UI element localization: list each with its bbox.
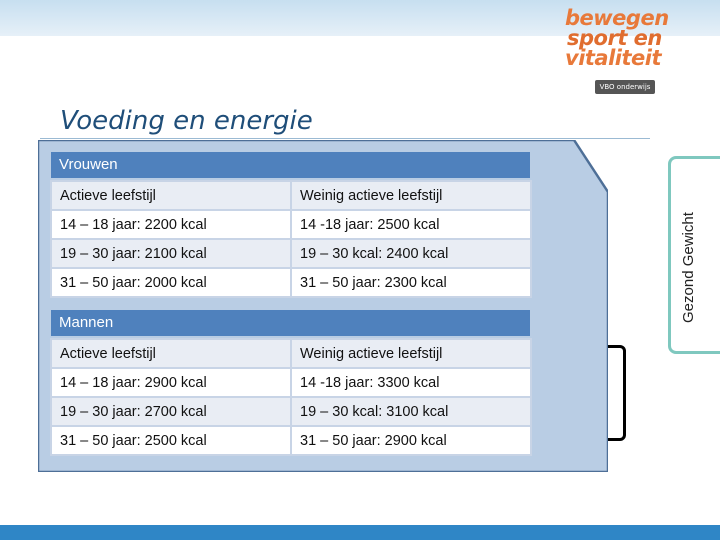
table-row	[51, 426, 531, 455]
table-cell: 31 – 50 jaar: 2500 kcal	[51, 426, 291, 455]
logo-line-3: vitaliteit	[565, 46, 662, 70]
table-row	[51, 210, 531, 239]
logo-line-2: sport en	[567, 26, 662, 50]
section-header-mannen: Mannen	[51, 310, 530, 336]
title-divider	[40, 138, 650, 139]
table-cell: 14 -18 jaar: 2500 kcal	[291, 210, 531, 239]
page-title: Voeding en energie	[60, 106, 313, 136]
table-cell: 14 – 18 jaar: 2900 kcal	[51, 368, 291, 397]
table-row	[51, 368, 531, 397]
section-header-vrouwen: Vrouwen	[51, 152, 530, 178]
vrouwen-table	[50, 180, 532, 298]
table-row	[51, 339, 531, 368]
table-cell: Actieve leefstijl	[51, 181, 291, 210]
table-row	[51, 181, 531, 210]
table-cell: 31 – 50 jaar: 2000 kcal	[51, 268, 291, 297]
mannen-table	[50, 338, 532, 456]
bottom-banner	[0, 525, 720, 540]
logo-badge: VBO onderwijs	[595, 80, 655, 94]
table-cell: 19 – 30 kcal: 3100 kcal	[291, 397, 531, 426]
side-tab-label: Gezond Gewicht	[680, 212, 697, 323]
table-cell: 31 – 50 jaar: 2300 kcal	[291, 268, 531, 297]
logo-line-1: bewegen	[565, 6, 669, 30]
table-cell: 14 -18 jaar: 3300 kcal	[291, 368, 531, 397]
logo	[555, 6, 669, 96]
table-cell: 19 – 30 kcal: 2400 kcal	[291, 239, 531, 268]
table-row	[51, 268, 531, 297]
table-cell: 19 – 30 jaar: 2100 kcal	[51, 239, 291, 268]
table-cell: 14 – 18 jaar: 2200 kcal	[51, 210, 291, 239]
table-row	[51, 397, 531, 426]
table-row	[51, 239, 531, 268]
table-cell: Weinig actieve leefstijl	[291, 181, 531, 210]
table-cell: Weinig actieve leefstijl	[291, 339, 531, 368]
table-cell: 19 – 30 jaar: 2700 kcal	[51, 397, 291, 426]
table-cell: Actieve leefstijl	[51, 339, 291, 368]
table-cell: 31 – 50 jaar: 2900 kcal	[291, 426, 531, 455]
